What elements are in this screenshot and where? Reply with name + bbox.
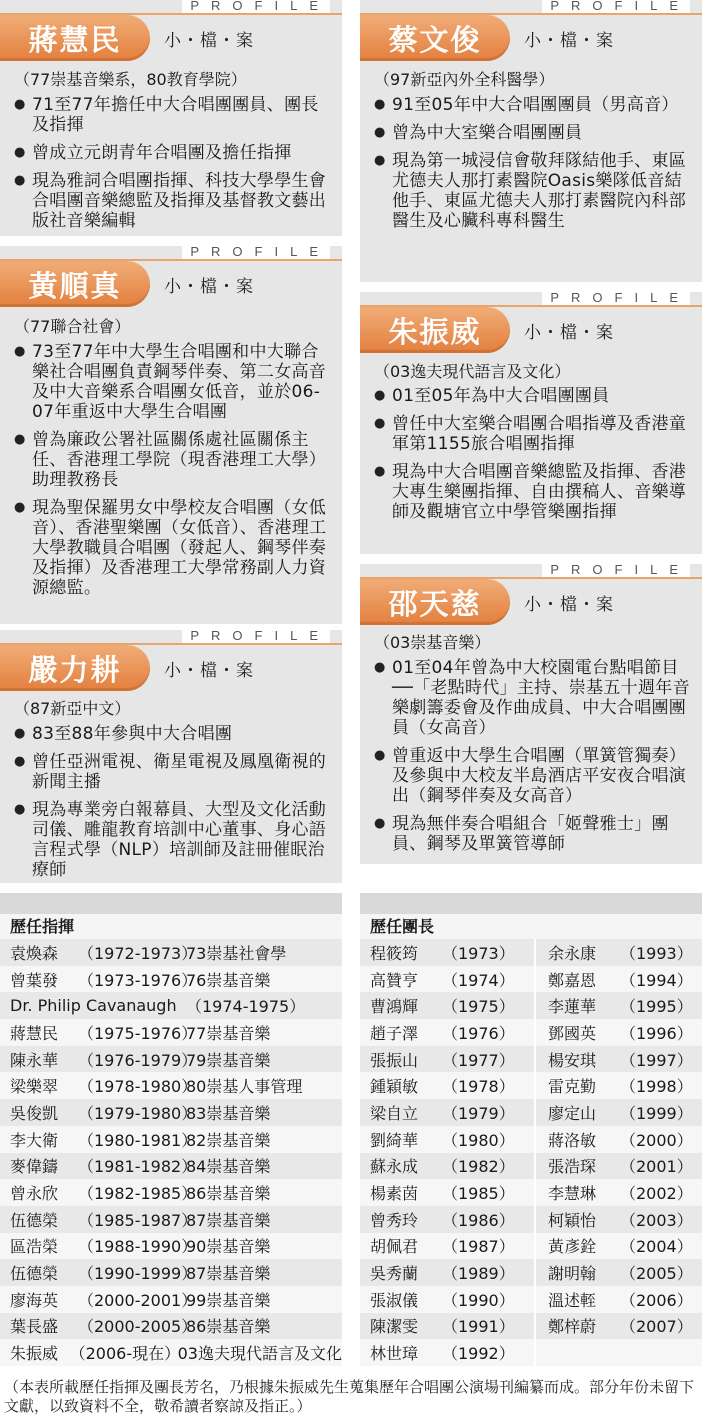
profile-item: ● 01至04年曾為中大校園電台點唱節目──「老點時代」主持、崇基五十週年音樂劇籌委會及作曲成員、中大合唱團團員（女高音） bbox=[374, 658, 692, 738]
profile-subtitle: （03逸夫現代語言及文化） bbox=[374, 362, 571, 381]
profile-name-bar bbox=[360, 14, 614, 62]
footnote: （本表所載歷任指揮及團長芳名，乃根據朱振威先生蒐集歷年合唱團公演場刊編纂而成。部分年份未留下文獻，以致資料不全，敬希讀者察諒及指正。） bbox=[4, 1378, 695, 1415]
table-row: 吳俊凱 （1979-1980） 83崇基音樂 bbox=[0, 1099, 342, 1126]
profile-word: PROFILE bbox=[542, 290, 690, 305]
profile-subtitle: （77崇基音樂系，80教育學院） bbox=[14, 70, 247, 89]
profile-item: ● 83至88年參與中大合唱團 bbox=[14, 724, 332, 744]
profile-list bbox=[374, 386, 692, 530]
table-row: 李大衛 （1980-1981） 82崇基音樂 bbox=[0, 1126, 342, 1153]
profile-item: ● 曾任亞洲電視、衛星電視及鳳凰衛視的新聞主播 bbox=[14, 752, 332, 792]
profile-item: ● 曾任中大室樂合唱團合唱指導及香港童軍第1155旅合唱團指揮 bbox=[374, 414, 692, 454]
table-row: 麥偉鑄 （1981-1982） 84崇基音樂 bbox=[0, 1153, 342, 1180]
profile-item: ● 現為聖保羅男女中學校友合唱團（女低音）、香港聖樂團（女低音）、香港理工大學教職員合唱團（發起人、鋼琴伴奏及指揮）及香港理工大學常務副人力資源總監。 bbox=[14, 498, 332, 598]
profile-list bbox=[14, 724, 332, 888]
table-row: 曹鴻輝 （1975） 李蓮華 （1995） bbox=[360, 992, 702, 1019]
profile-subtitle: （87新亞中文） bbox=[14, 699, 131, 718]
profile-subtitle: （77聯合社會） bbox=[14, 317, 131, 336]
table-row: 楊素茵 （1985） 李慧琳 （2002） bbox=[360, 1179, 702, 1206]
profile-card-2 bbox=[0, 246, 342, 624]
profile-item: ● 91至05年中大合唱團團員（男高音） bbox=[374, 95, 692, 115]
profile-list bbox=[14, 342, 332, 606]
profile-tag: 小・檔・案 bbox=[164, 660, 254, 681]
profile-tag: 小・檔・案 bbox=[164, 276, 254, 297]
profile-name-bar bbox=[0, 260, 254, 308]
profile-tag: 小・檔・案 bbox=[524, 594, 614, 615]
profile-item: ● 71至77年擔任中大合唱團團員、團長及指揮 bbox=[14, 95, 332, 135]
table-row: 梁樂翠 （1978-1980） 80崇基人事管理 bbox=[0, 1072, 342, 1099]
table-row: 陳潔雯 （1991） 鄭梓蔚 （2007） bbox=[360, 1313, 702, 1340]
table-row: 張淑儀 （1990） 溫述輊 （2006） bbox=[360, 1286, 702, 1313]
table-row: 鍾穎敏 （1978） 雷克勤 （1998） bbox=[360, 1072, 702, 1099]
table-row: 程筱筠 （1973） 余永康 （1993） bbox=[360, 939, 702, 966]
profile-item: ● 曾為廉政公署社區關係處社區關係主任、香港理工學院（現香港理工大學）助理教務長 bbox=[14, 430, 332, 490]
profile-name-bar bbox=[0, 644, 254, 692]
profile-name: 蔡文俊 bbox=[360, 15, 510, 61]
table-row: 趙子澤 （1976） 鄧國英 （1996） bbox=[360, 1019, 702, 1046]
profile-name-bar bbox=[0, 14, 254, 62]
profile-name: 邵天慈 bbox=[360, 579, 510, 625]
profile-tag: 小・檔・案 bbox=[524, 30, 614, 51]
profile-list bbox=[374, 658, 692, 862]
profile-header-line bbox=[360, 0, 702, 14]
table-row: 廖海英 （2000-2001） 99崇基音樂 bbox=[0, 1286, 342, 1313]
profile-name: 黃順真 bbox=[0, 261, 150, 307]
profile-tag: 小・檔・案 bbox=[164, 30, 254, 51]
table-row: 劉綺華 （1980） 蔣洛敏 （2000） bbox=[360, 1126, 702, 1153]
profile-header-line bbox=[360, 292, 702, 306]
table-row: 朱振威 （2006-現在） 03逸夫現代語言及文化 bbox=[0, 1339, 342, 1366]
profile-card-3 bbox=[0, 630, 342, 883]
profile-item: ● 曾成立元朗青年合唱團及擔任指揮 bbox=[14, 143, 332, 163]
table-row: 林世璋 （1992） bbox=[360, 1339, 702, 1366]
profile-card-6 bbox=[360, 564, 702, 864]
table-row: 曾永欣 （1982-1985） 86崇基音樂 bbox=[0, 1179, 342, 1206]
profile-word: PROFILE bbox=[182, 0, 330, 13]
profile-header-line bbox=[0, 630, 342, 644]
profile-name: 蔣慧民 bbox=[0, 15, 150, 61]
table-row: 伍德榮 （1985-1987） 87崇基音樂 bbox=[0, 1206, 342, 1233]
profile-item: ● 現為無伴奏合唱組合「姬聲雅士」團員、鋼琴及單簧管導師 bbox=[374, 814, 692, 854]
table-row: 曾葉發 （1973-1976） 76崇基音樂 bbox=[0, 966, 342, 993]
table-row: 張振山 （1977） 楊安琪 （1997） bbox=[360, 1046, 702, 1073]
table-row: 高贊亨 （1974） 鄭嘉恩 （1994） bbox=[360, 966, 702, 993]
profile-tag: 小・檔・案 bbox=[524, 322, 614, 343]
profile-word: PROFILE bbox=[182, 628, 330, 643]
profile-header-line bbox=[360, 564, 702, 578]
profile-item: ● 01至05年為中大合唱團團員 bbox=[374, 386, 692, 406]
profile-name-bar bbox=[360, 306, 614, 354]
table-row: 葉長盛 （2000-2005） 86崇基音樂 bbox=[0, 1313, 342, 1340]
profile-name: 朱振威 bbox=[360, 307, 510, 353]
table-row: 伍德榮 （1990-1999） 87崇基音樂 bbox=[0, 1259, 342, 1286]
table-row: Dr. Philip Cavanaugh （1974-1975） bbox=[0, 992, 342, 1019]
conductors-header: 歷任指揮 bbox=[0, 914, 342, 939]
profile-word: PROFILE bbox=[542, 562, 690, 577]
table-row: 區浩榮 （1988-1990） 90崇基音樂 bbox=[0, 1233, 342, 1260]
profile-card-1 bbox=[0, 0, 342, 236]
profile-header-line bbox=[0, 246, 342, 260]
table-row: 陳永華 （1976-1979） 79崇基音樂 bbox=[0, 1046, 342, 1073]
profile-item: ● 曾重返中大學生合唱團（單簧管獨奏）及參與中大校友半島酒店平安夜合唱演出（鋼琴伴奏及女高音） bbox=[374, 746, 692, 806]
profile-item: ● 73至77年中大學生合唱團和中大聯合樂社合唱團負責鋼琴伴奏、第二女高音及中大音樂系合唱團女低音，並於06-07年重返中大學生合唱團 bbox=[14, 342, 332, 422]
table-row: 蘇永成 （1982） 張浩琛 （2001） bbox=[360, 1153, 702, 1180]
leaders-table bbox=[360, 893, 702, 1366]
table-row: 吳秀蘭 （1989） 謝明翰 （2005） bbox=[360, 1259, 702, 1286]
profile-item: ● 現為第一城浸信會敬拜隊結他手、東區尤德夫人那打素醫院Oasis樂隊低音結他手、東區尤德夫人那打素醫院內科部醫生及心臟科專科醫生 bbox=[374, 151, 692, 231]
leaders-rows bbox=[360, 939, 702, 1366]
conductors-table bbox=[0, 893, 342, 1366]
table-row: 梁自立 （1979） 廖定山 （1999） bbox=[360, 1099, 702, 1126]
profile-subtitle: （97新亞內外全科醫學） bbox=[374, 70, 555, 89]
table-top-bar bbox=[360, 893, 702, 914]
profile-item: ● 現為專業旁白報幕員、大型及文化活動司儀、雕龍教育培訓中心董事、身心語言程式學（NLP）培訓師及註冊催眠治療師 bbox=[14, 800, 332, 880]
profile-subtitle: （03崇基音樂） bbox=[374, 633, 491, 652]
table-top-bar bbox=[0, 893, 342, 914]
profile-card-4 bbox=[360, 0, 702, 282]
profile-header-line bbox=[0, 0, 342, 14]
profile-word: PROFILE bbox=[182, 244, 330, 259]
profile-card-5 bbox=[360, 292, 702, 554]
profile-name-bar bbox=[360, 578, 614, 626]
conductors-rows bbox=[0, 939, 342, 1366]
profile-item: ● 現為雅詞合唱團指揮、科技大學學生會合唱團音樂總監及指揮及基督教文藝出版社音樂編輯 bbox=[14, 171, 332, 231]
profile-word: PROFILE bbox=[542, 0, 690, 13]
profile-name: 嚴力耕 bbox=[0, 645, 150, 691]
profile-item: ● 曾為中大室樂合唱團團員 bbox=[374, 123, 692, 143]
table-row: 胡佩君 （1987） 黃彥銓 （2004） bbox=[360, 1233, 702, 1260]
leaders-header: 歷任團長 bbox=[360, 914, 702, 939]
table-row: 曾秀玲 （1986） 柯穎怡 （2003） bbox=[360, 1206, 702, 1233]
profile-list bbox=[374, 95, 692, 239]
profile-item: ● 現為中大合唱團音樂總監及指揮、香港大專生樂團指揮、自由撰稿人、音樂導師及觀塘官立中學管樂團指揮 bbox=[374, 462, 692, 522]
table-row: 蔣慧民 （1975-1976） 77崇基音樂 bbox=[0, 1019, 342, 1046]
profile-list bbox=[14, 95, 332, 239]
table-row: 袁煥森 （1972-1973） 73崇基社會學 bbox=[0, 939, 342, 966]
